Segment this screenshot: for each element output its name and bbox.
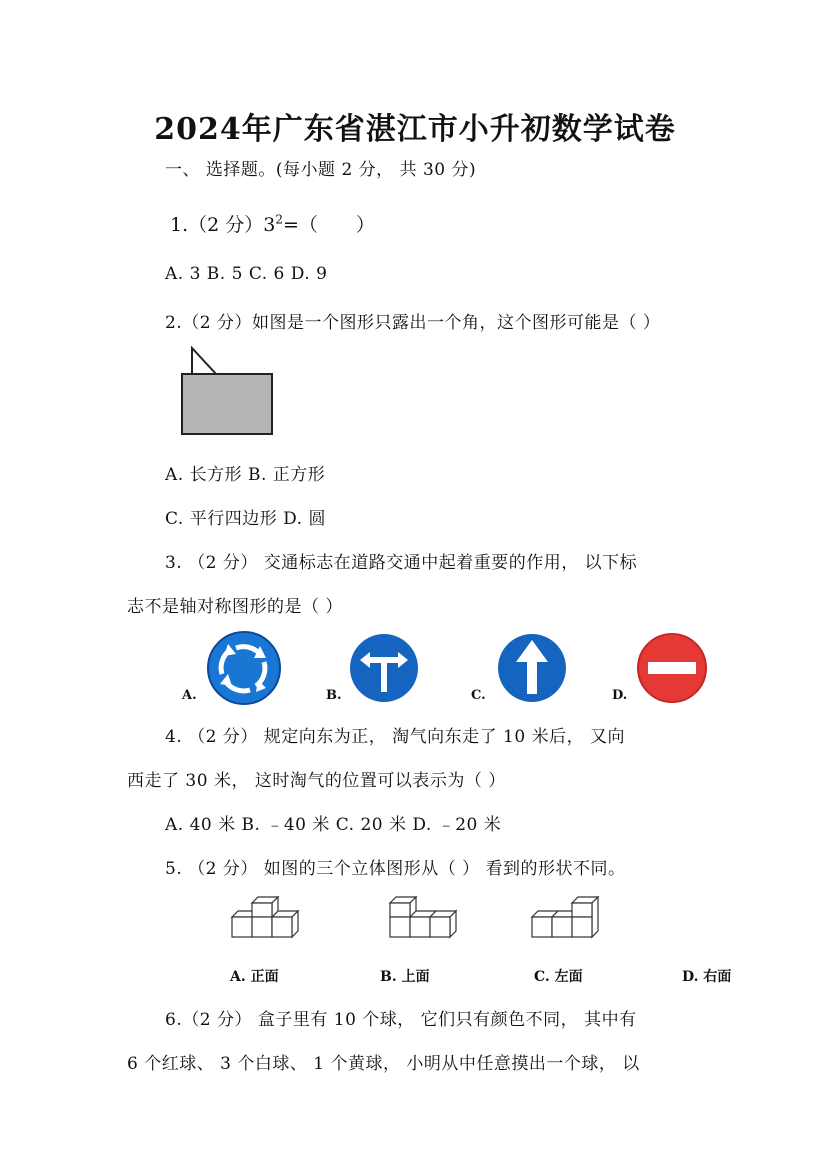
question-2-options-line-1: A. 长方形 B. 正方形 xyxy=(165,465,326,485)
view-caption-c: C. 左面 xyxy=(534,969,583,985)
question-2-options-line-2: C. 平行四边形 D. 圆 xyxy=(165,509,326,529)
question-4-stem-line-1: 4. （2 分） 规定向东为正， 淘气向东走了 10 米后， 又向 xyxy=(165,727,625,747)
exposed-corner-shape xyxy=(192,348,216,374)
question-4-stem-line-2: 西走了 30 米， 这时淘气的位置可以表示为（ ） xyxy=(127,771,506,791)
sign-c-label: C. xyxy=(471,688,486,703)
question-1-stem: 1.（2 分）$3^2=$（ ） xyxy=(170,212,375,236)
question-6-stem-line-2: 6 个红球、 3 个白球、 1 个黄球， 小明从中任意摸出一个球， 以 xyxy=(127,1054,640,1074)
straight-ahead-sign xyxy=(496,632,568,704)
sign-b-label: B. xyxy=(326,688,342,703)
solid-figure-2 xyxy=(384,893,468,957)
no-entry-bar xyxy=(648,662,696,674)
cover-rectangle xyxy=(182,374,272,434)
question-3-stem-line-1: 3. （2 分） 交通标志在道路交通中起着重要的作用， 以下标 xyxy=(165,553,638,573)
no-entry-sign xyxy=(636,632,708,704)
sign-d-label: D. xyxy=(612,688,628,703)
question-1-options: A. 3 B. 5 C. 6 D. 9 xyxy=(165,264,328,284)
left-right-turn-sign xyxy=(348,632,420,704)
question-2-figure xyxy=(176,346,280,440)
page-title: 2024年广东省湛江市小升初数学试卷 xyxy=(154,112,676,147)
sign-a-label: A. xyxy=(182,688,197,703)
question-4-options: A. 40 米 B. ﹣40 米 C. 20 米 D. ﹣20 米 xyxy=(165,815,502,835)
view-caption-a: A. 正面 xyxy=(230,969,279,985)
roundabout-sign xyxy=(206,630,282,706)
question-2-stem: 2.（2 分）如图是一个图形只露出一个角，这个图形可能是（ ） xyxy=(165,313,661,333)
view-caption-b: B. 上面 xyxy=(380,969,430,985)
question-5-stem: 5. （2 分） 如图的三个立体图形从（ ） 看到的形状不同。 xyxy=(165,859,626,879)
section-heading: 一、 选择题。(每小题 2 分， 共 30 分) xyxy=(165,160,477,180)
question-6-stem-line-1: 6.（2 分） 盒子里有 10 个球， 它们只有颜色不同， 其中有 xyxy=(165,1010,637,1030)
question-3-stem-line-2: 志不是轴对称图形的是（ ） xyxy=(127,597,343,617)
view-caption-d: D. 右面 xyxy=(682,969,732,985)
solid-figure-1 xyxy=(226,893,310,957)
solid-figure-3 xyxy=(526,893,610,957)
